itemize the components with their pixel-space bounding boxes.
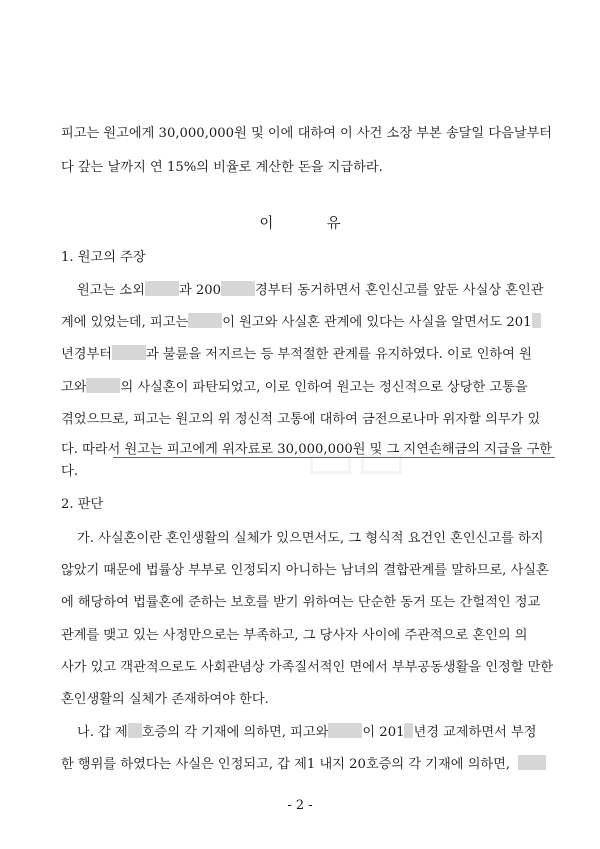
redaction-box [328,723,362,738]
order-line-2: 다 갚는 날까지 연 15%의 비율로 계산한 돈을 지급하라. [61,160,383,175]
section-2-para-a-line-6: 혼인생활의 실체가 존재하여야 한다. [61,692,269,707]
watermark: ▭▭ [305,428,408,491]
section-2-para-b-line-1: 나. 갑 제 호증의 각 기재에 의하면, 피고와 이 201 년경 교제하면서 부정 [77,725,537,740]
redaction-box [128,723,142,738]
section-1-line-4: 고와 의 사실혼이 파탄되었고, 이로 인하여 원고는 정신적으로 상당한 고통을 [61,380,528,395]
section-1-line-7: 다. [61,464,78,479]
section-1-line-3: 년경부터 과 불륜을 저지르는 등 부적절한 관계를 유지하였다. 이로 인하여 원 [61,347,532,362]
redaction-box [221,281,255,296]
section-1-heading: 1. 원고의 주장 [61,250,146,265]
section-2-para-a-line-3: 에 해당하여 법률혼에 준하는 보호를 받기 위하여는 단순한 동거 또는 간헐적인 정교 [61,595,541,610]
section-1-line-1: 원고는 소외 과 200 경부터 동거하면서 혼인신고를 앞둔 사실상 혼인관 [77,283,544,298]
page-number: - 2 - [287,798,313,813]
section-2-para-a-line-4: 관계를 맺고 있는 사정만으로는 부족하고, 그 당사자 사이에 주관적으로 혼인의 의 [61,628,528,643]
section-2-para-a-line-2: 않았기 때문에 법률상 부부로 인정되지 아니하는 남녀의 결합관계를 말하므로, 사실혼 [61,563,549,578]
redaction-box [532,313,541,328]
redaction-box [112,345,146,360]
reasons-title-char-1: 이 [259,216,274,232]
redaction-box [86,378,120,393]
redaction-box [145,281,179,296]
redaction-box [188,313,222,328]
section-2-para-a-line-5: 사가 있고 객관적으로도 사회관념상 가족질서적인 면에서 부부공동생활을 인정할 만한 [61,660,554,675]
section-1-line-6: 다. 따라서 원고는 피고에게 위자료로 30,000,000원 및 그 지연손해금의 지급을 구한 [61,442,553,457]
order-line-1: 피고는 원고에게 30,000,000원 및 이에 대하여 이 사건 소장 부본 송달일 다음날부터 [61,126,553,141]
section-1-line-5: 겪었으므로, 피고는 원고의 위 정신적 고통에 대하여 금전으로나마 위자할 의무가 있 [61,412,541,427]
redaction-box [518,755,546,770]
section-2-para-a-line-1: 가. 사실혼이란 혼인생활의 실체가 있으면서도, 그 형식적 요건인 혼인신고를 하지 [77,531,544,546]
section-2-heading: 2. 판단 [61,497,104,512]
red-underline [113,457,555,458]
reasons-title-char-2: 유 [326,216,341,232]
reasons-title [0,213,600,235]
section-1-line-2: 계에 있었는데, 피고는 이 원고와 사실혼 관계에 있다는 사실을 알면서도 201 [61,313,541,333]
section-2-para-b-line-2: 한 행위를 하였다는 사실은 인정되고, 갑 제1 내지 20호증의 각 기재에 의하면, [61,755,546,775]
